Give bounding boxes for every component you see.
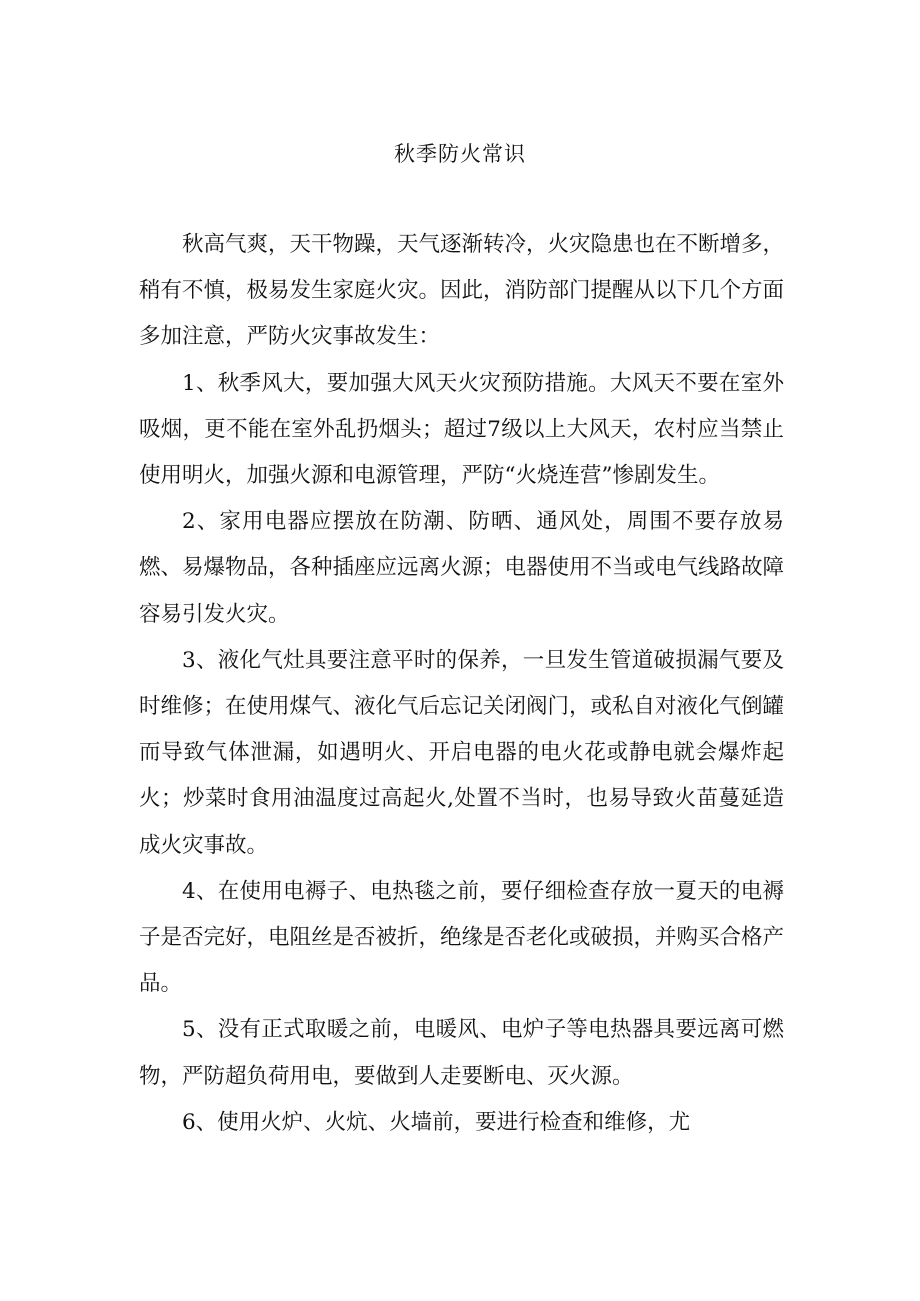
paragraph-item-1: 1、秋季风大，要加强大风天火灾预防措施。大风天不要在室外吸烟，更不能在室外乱扔烟头；超过7级以上大风天，农村应当禁止使用明火，加强火源和电源管理，严防“火烧连营”惨剧发生。 [139,370,784,489]
paragraph-item-3: 3、液化气灶具要注意平时的保养，一旦发生管道破损漏气要及时维修；在使用煤气、液化气后忘记关闭阀门，或私自对液化气倒罐而导致气体泄漏，如遇明火、开启电器的电火花或静电就会爆炸起火；炒菜时食用油温度过高起火,处置不当时，也易导致火苗蔓延造成火灾事故。 [139,647,785,858]
paragraph-item-4: 4、在使用电褥子、电热毯之前，要仔细检查存放一夏天的电褥子是否完好，电阻丝是否被折，绝缘是否老化或破损，并购买合格产品。 [139,878,785,997]
paragraph-item-6: 6、使用火炉、火炕、火墙前，要进行检查和维修，尤 [182,1109,691,1135]
paragraph-item-5: 5、没有正式取暖之前，电暖风、电炉子等电热器具要远离可燃物，严防超负荷用电，要做到人走要断电、灭火源。 [139,1017,784,1089]
document-body [139,222,784,1146]
paragraph-item-2: 2、家用电器应摆放在防潮、防晒、通风处，周围不要存放易燃、易爆物品，各种插座应远离火源；电器使用不当或电气线路故障容易引发火灾。 [139,509,785,627]
paragraph-intro: 秋高气爽，天干物躁，天气逐渐转冷，火灾隐患也在不断增多，稍有不慎，极易发生家庭火灾。因此，消防部门提醒从以下几个方面多加注意，严防火灾事故发生： [139,232,785,350]
document-title: 秋季防火常识 [394,142,526,166]
